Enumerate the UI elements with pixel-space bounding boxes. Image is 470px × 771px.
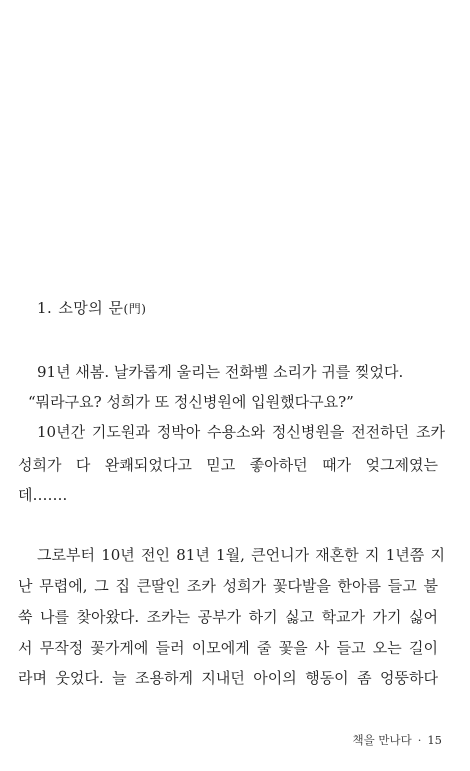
body-line: 성희가 다 완쾌되었다고 믿고 좋아하던 때가 엊그제였는 bbox=[18, 456, 438, 474]
body-line: 난 무렵에, 그 집 큰딸인 조카 성희가 꽃다발을 한아름 들고 불 bbox=[18, 577, 438, 595]
section-title: 소망의 문 bbox=[58, 299, 124, 317]
section-heading bbox=[37, 297, 146, 318]
body-line: 10년간 기도원과 정박아 수용소와 정신병원을 전전하던 조카 bbox=[37, 423, 445, 441]
body-line: 91년 새봄. 날카롭게 울리는 전화벨 소리가 귀를 찢었다. bbox=[37, 363, 404, 381]
body-line: “뭐라구요? 성희가 또 정신병원에 입원했다구요?” bbox=[28, 393, 354, 411]
footer-separator: · bbox=[417, 733, 422, 747]
body-line: 라며 웃었다. 늘 조용하게 지내던 아이의 행동이 좀 엉뚱하다 bbox=[18, 669, 438, 687]
section-title-hanja: (門) bbox=[123, 302, 147, 316]
page-footer bbox=[353, 732, 443, 748]
body-line: 서 무작정 꽃가게에 들러 이모에게 줄 꽃을 사 들고 오는 길이 bbox=[18, 639, 438, 657]
body-line: 데……. bbox=[18, 486, 68, 504]
running-section-title: 책을 만나다 bbox=[352, 733, 412, 747]
body-line: 그로부터 10년 전인 81년 1월, 큰언니가 재혼한 지 1년쯤 지 bbox=[37, 546, 445, 564]
body-line: 쑥 나를 찾아왔다. 조카는 공부가 하기 싫고 학교가 가기 싫어 bbox=[18, 608, 438, 626]
page-number: 15 bbox=[427, 733, 442, 747]
section-number: 1. bbox=[37, 299, 53, 317]
